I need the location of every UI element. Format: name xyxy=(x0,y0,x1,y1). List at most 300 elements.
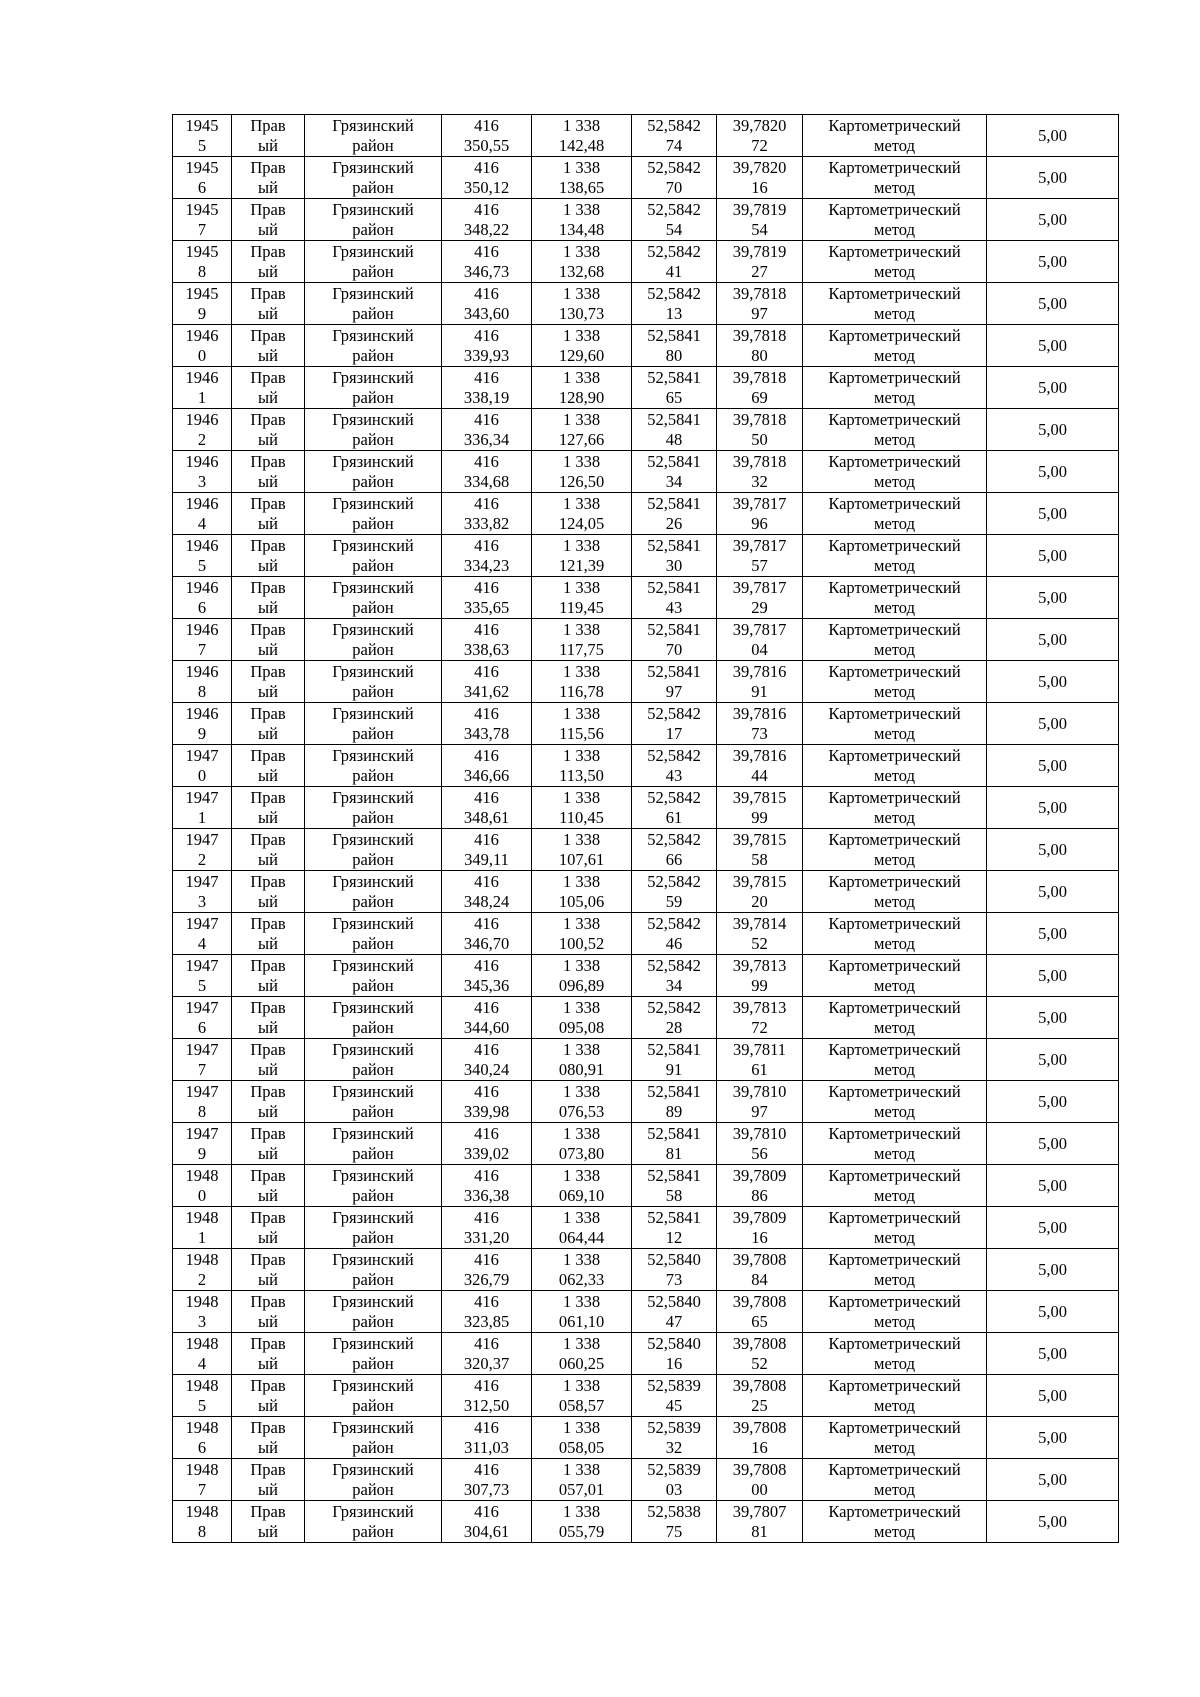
district-line-2: район xyxy=(352,597,394,617)
method-line-2: метод xyxy=(874,513,915,533)
x-coordinate-line-1: 416 xyxy=(474,410,499,429)
longitude-line-1: 39,7818 xyxy=(732,326,787,345)
bank-side-cell xyxy=(232,787,305,829)
y-coordinate-line-1: 1 338 xyxy=(562,494,601,513)
method-line-1: Картометрический xyxy=(828,326,961,345)
method-cell xyxy=(803,241,987,283)
longitude-line-1: 39,7818 xyxy=(732,410,787,429)
point-number-line-1: 1947 xyxy=(185,1040,219,1059)
latitude-line-1: 52,5838 xyxy=(647,1502,701,1521)
table-row xyxy=(173,871,1119,913)
y-coordinate-line-2: 105,06 xyxy=(558,891,605,911)
x-coordinate-line-1: 416 xyxy=(474,200,499,219)
x-coordinate-cell xyxy=(442,997,532,1039)
method-cell xyxy=(803,787,987,829)
bank-side-cell xyxy=(232,1417,305,1459)
longitude-cell xyxy=(717,1249,803,1291)
latitude-cell xyxy=(632,619,717,661)
district-line-2: район xyxy=(352,1059,394,1079)
x-coordinate-line-2: 339,93 xyxy=(463,345,510,365)
x-coordinate-line-2: 307,73 xyxy=(463,1479,510,1499)
latitude-cell xyxy=(632,745,717,787)
district-line-1: Грязинский xyxy=(332,1208,414,1227)
point-number-line-2: 2 xyxy=(197,849,207,869)
method-line-1: Картометрический xyxy=(828,998,961,1017)
accuracy-cell: 5,00 xyxy=(987,577,1119,619)
latitude-line-2: 32 xyxy=(665,1437,683,1457)
longitude-line-2: 57 xyxy=(751,555,768,575)
point-number-cell xyxy=(173,1123,232,1165)
accuracy-cell: 5,00 xyxy=(987,913,1119,955)
longitude-line-2: 58 xyxy=(751,849,768,869)
y-coordinate-line-1: 1 338 xyxy=(562,536,601,555)
point-number-line-1: 1945 xyxy=(185,116,219,135)
point-number-line-2: 0 xyxy=(197,765,207,785)
latitude-line-2: 47 xyxy=(665,1311,683,1331)
x-coordinate-line-2: 333,82 xyxy=(463,513,510,533)
y-coordinate-line-2: 095,08 xyxy=(558,1017,605,1037)
y-coordinate-line-2: 060,25 xyxy=(558,1353,605,1373)
latitude-line-2: 74 xyxy=(665,135,683,155)
district-line-1: Грязинский xyxy=(332,914,414,933)
longitude-cell xyxy=(717,1459,803,1501)
method-line-2: метод xyxy=(874,303,915,323)
method-line-1: Картометрический xyxy=(828,1166,961,1185)
bank-side-line-2: ый xyxy=(258,933,278,953)
bank-side-line-1: Прав xyxy=(250,284,286,303)
method-line-2: метод xyxy=(874,723,915,743)
y-coordinate-line-2: 116,78 xyxy=(559,681,604,701)
longitude-line-2: 81 xyxy=(751,1521,768,1541)
district-cell xyxy=(305,1207,442,1249)
accuracy-cell: 5,00 xyxy=(987,115,1119,157)
district-line-2: район xyxy=(352,1521,394,1541)
y-coordinate-line-1: 1 338 xyxy=(562,788,601,807)
method-cell xyxy=(803,199,987,241)
longitude-cell xyxy=(717,1375,803,1417)
district-cell xyxy=(305,1375,442,1417)
method-line-1: Картометрический xyxy=(828,158,961,177)
longitude-line-1: 39,7811 xyxy=(732,1040,786,1059)
district-line-1: Грязинский xyxy=(332,536,414,555)
method-cell xyxy=(803,829,987,871)
bank-side-line-2: ый xyxy=(258,177,278,197)
y-coordinate-cell xyxy=(532,157,632,199)
bank-side-cell xyxy=(232,199,305,241)
bank-side-cell xyxy=(232,1291,305,1333)
y-coordinate-cell xyxy=(532,115,632,157)
method-line-2: метод xyxy=(874,1395,915,1415)
y-coordinate-line-1: 1 338 xyxy=(562,956,601,975)
y-coordinate-line-1: 1 338 xyxy=(562,1376,601,1395)
y-coordinate-cell xyxy=(532,955,632,997)
bank-side-line-2: ый xyxy=(258,765,278,785)
longitude-line-2: 29 xyxy=(751,597,768,617)
bank-side-cell xyxy=(232,367,305,409)
district-cell xyxy=(305,1123,442,1165)
bank-side-line-1: Прав xyxy=(250,1376,286,1395)
latitude-line-1: 52,5841 xyxy=(647,368,701,387)
latitude-cell xyxy=(632,199,717,241)
point-number-cell xyxy=(173,661,232,703)
method-line-2: метод xyxy=(874,1059,915,1079)
bank-side-line-2: ый xyxy=(258,555,278,575)
bank-side-cell xyxy=(232,1123,305,1165)
x-coordinate-line-1: 416 xyxy=(474,158,499,177)
bank-side-cell xyxy=(232,619,305,661)
latitude-line-1: 52,5842 xyxy=(647,284,701,303)
district-line-2: район xyxy=(352,1353,394,1373)
bank-side-line-2: ый xyxy=(258,303,278,323)
latitude-cell xyxy=(632,871,717,913)
y-coordinate-line-1: 1 338 xyxy=(562,200,601,219)
table-row xyxy=(173,367,1119,409)
y-coordinate-cell xyxy=(532,1459,632,1501)
x-coordinate-line-1: 416 xyxy=(474,242,499,261)
latitude-line-2: 43 xyxy=(665,597,683,617)
district-line-2: район xyxy=(352,1479,394,1499)
latitude-cell xyxy=(632,829,717,871)
table-row xyxy=(173,241,1119,283)
bank-side-line-1: Прав xyxy=(250,410,286,429)
x-coordinate-cell xyxy=(442,1249,532,1291)
x-coordinate-line-1: 416 xyxy=(474,788,499,807)
table-row xyxy=(173,325,1119,367)
point-number-line-2: 6 xyxy=(197,597,207,617)
district-line-2: район xyxy=(352,303,394,323)
bank-side-cell xyxy=(232,1039,305,1081)
y-coordinate-line-1: 1 338 xyxy=(562,1124,601,1143)
point-number-line-2: 2 xyxy=(197,429,207,449)
method-line-2: метод xyxy=(874,891,915,911)
longitude-cell xyxy=(717,1165,803,1207)
coordinates-table xyxy=(172,114,1119,1543)
point-number-line-2: 9 xyxy=(197,303,207,323)
point-number-cell xyxy=(173,1333,232,1375)
point-number-line-2: 2 xyxy=(197,1269,207,1289)
method-cell xyxy=(803,1459,987,1501)
x-coordinate-line-1: 416 xyxy=(474,1334,499,1353)
accuracy-cell: 5,00 xyxy=(987,1039,1119,1081)
point-number-cell xyxy=(173,241,232,283)
longitude-line-1: 39,7815 xyxy=(732,788,787,807)
x-coordinate-line-2: 343,60 xyxy=(463,303,510,323)
method-line-1: Картометрический xyxy=(828,536,961,555)
longitude-line-2: 16 xyxy=(751,1437,768,1457)
longitude-line-1: 39,7813 xyxy=(732,998,787,1017)
longitude-line-2: 16 xyxy=(751,177,768,197)
point-number-line-1: 1947 xyxy=(185,998,219,1017)
bank-side-cell xyxy=(232,1249,305,1291)
district-line-1: Грязинский xyxy=(332,200,414,219)
x-coordinate-cell xyxy=(442,1459,532,1501)
latitude-line-2: 16 xyxy=(665,1353,683,1373)
longitude-line-1: 39,7817 xyxy=(732,578,787,597)
y-coordinate-line-2: 096,89 xyxy=(558,975,605,995)
longitude-line-2: 97 xyxy=(751,303,768,323)
method-line-2: метод xyxy=(874,1227,915,1247)
district-line-2: район xyxy=(352,1395,394,1415)
longitude-cell xyxy=(717,997,803,1039)
district-line-1: Грязинский xyxy=(332,1082,414,1101)
longitude-line-1: 39,7807 xyxy=(732,1502,787,1521)
bank-side-cell xyxy=(232,1081,305,1123)
longitude-cell xyxy=(717,829,803,871)
bank-side-cell xyxy=(232,283,305,325)
point-number-cell xyxy=(173,1459,232,1501)
x-coordinate-cell xyxy=(442,1207,532,1249)
district-line-2: район xyxy=(352,891,394,911)
table-row xyxy=(173,1123,1119,1165)
latitude-cell xyxy=(632,283,717,325)
point-number-cell xyxy=(173,1249,232,1291)
district-cell xyxy=(305,787,442,829)
method-line-2: метод xyxy=(874,1269,915,1289)
bank-side-cell xyxy=(232,1501,305,1543)
district-cell xyxy=(305,1249,442,1291)
point-number-line-2: 4 xyxy=(197,933,207,953)
bank-side-line-2: ый xyxy=(258,135,278,155)
latitude-line-2: 97 xyxy=(665,681,683,701)
y-coordinate-line-2: 058,57 xyxy=(558,1395,605,1415)
point-number-line-1: 1946 xyxy=(185,620,219,639)
y-coordinate-cell xyxy=(532,619,632,661)
accuracy-cell: 5,00 xyxy=(987,829,1119,871)
bank-side-line-2: ый xyxy=(258,681,278,701)
point-number-cell xyxy=(173,1207,232,1249)
longitude-line-2: 52 xyxy=(751,933,768,953)
longitude-cell xyxy=(717,1039,803,1081)
point-number-line-2: 5 xyxy=(197,975,207,995)
latitude-line-2: 28 xyxy=(665,1017,683,1037)
bank-side-line-1: Прав xyxy=(250,1418,286,1437)
bank-side-line-2: ый xyxy=(258,513,278,533)
method-line-2: метод xyxy=(874,849,915,869)
point-number-line-2: 8 xyxy=(197,261,207,281)
table-row xyxy=(173,745,1119,787)
y-coordinate-line-2: 113,50 xyxy=(559,765,604,785)
method-cell xyxy=(803,913,987,955)
point-number-line-2: 6 xyxy=(197,1017,207,1037)
y-coordinate-cell xyxy=(532,829,632,871)
method-line-1: Картометрический xyxy=(828,1124,961,1143)
district-cell xyxy=(305,1501,442,1543)
bank-side-line-1: Прав xyxy=(250,494,286,513)
district-cell xyxy=(305,535,442,577)
y-coordinate-line-1: 1 338 xyxy=(562,1292,601,1311)
y-coordinate-line-2: 132,68 xyxy=(558,261,605,281)
district-line-1: Грязинский xyxy=(332,1376,414,1395)
latitude-line-1: 52,5842 xyxy=(647,830,701,849)
y-coordinate-line-1: 1 338 xyxy=(562,1250,601,1269)
point-number-cell xyxy=(173,409,232,451)
accuracy-cell: 5,00 xyxy=(987,1207,1119,1249)
bank-side-line-1: Прав xyxy=(250,1460,286,1479)
x-coordinate-line-1: 416 xyxy=(474,284,499,303)
latitude-cell xyxy=(632,577,717,619)
y-coordinate-line-2: 142,48 xyxy=(558,135,605,155)
point-number-line-2: 8 xyxy=(197,681,207,701)
table-row xyxy=(173,913,1119,955)
latitude-line-1: 52,5842 xyxy=(647,998,701,1017)
x-coordinate-line-1: 416 xyxy=(474,1082,499,1101)
longitude-line-2: 50 xyxy=(751,429,768,449)
district-line-1: Грязинский xyxy=(332,242,414,261)
latitude-line-1: 52,5842 xyxy=(647,914,701,933)
x-coordinate-line-2: 346,73 xyxy=(463,261,510,281)
bank-side-line-1: Прав xyxy=(250,956,286,975)
y-coordinate-line-2: 138,65 xyxy=(558,177,605,197)
district-line-2: район xyxy=(352,1101,394,1121)
longitude-line-2: 56 xyxy=(751,1143,768,1163)
point-number-cell xyxy=(173,1039,232,1081)
method-cell xyxy=(803,871,987,913)
longitude-cell xyxy=(717,661,803,703)
y-coordinate-cell xyxy=(532,1165,632,1207)
bank-side-line-1: Прав xyxy=(250,1502,286,1521)
latitude-cell xyxy=(632,1375,717,1417)
latitude-cell xyxy=(632,535,717,577)
table-row xyxy=(173,1207,1119,1249)
y-coordinate-cell xyxy=(532,325,632,367)
longitude-cell xyxy=(717,409,803,451)
point-number-line-1: 1946 xyxy=(185,368,219,387)
y-coordinate-cell xyxy=(532,997,632,1039)
accuracy-cell: 5,00 xyxy=(987,661,1119,703)
longitude-line-2: 72 xyxy=(751,1017,768,1037)
y-coordinate-line-2: 073,80 xyxy=(558,1143,605,1163)
bank-side-line-1: Прав xyxy=(250,746,286,765)
point-number-line-2: 5 xyxy=(197,1395,207,1415)
latitude-cell xyxy=(632,997,717,1039)
table-row xyxy=(173,535,1119,577)
district-line-2: район xyxy=(352,807,394,827)
district-line-1: Грязинский xyxy=(332,1124,414,1143)
bank-side-line-2: ый xyxy=(258,219,278,239)
y-coordinate-line-2: 062,33 xyxy=(558,1269,605,1289)
bank-side-cell xyxy=(232,1165,305,1207)
bank-side-cell xyxy=(232,1459,305,1501)
longitude-line-2: 65 xyxy=(751,1311,768,1331)
point-number-cell xyxy=(173,871,232,913)
method-line-1: Картометрический xyxy=(828,956,961,975)
district-line-1: Грязинский xyxy=(332,368,414,387)
latitude-cell xyxy=(632,1459,717,1501)
longitude-cell xyxy=(717,535,803,577)
y-coordinate-cell xyxy=(532,787,632,829)
longitude-cell xyxy=(717,1333,803,1375)
method-cell xyxy=(803,577,987,619)
accuracy-cell: 5,00 xyxy=(987,1123,1119,1165)
bank-side-line-1: Прав xyxy=(250,704,286,723)
district-cell xyxy=(305,115,442,157)
longitude-cell xyxy=(717,367,803,409)
bank-side-line-2: ый xyxy=(258,345,278,365)
point-number-line-2: 5 xyxy=(197,135,207,155)
method-line-2: метод xyxy=(874,975,915,995)
longitude-line-2: 99 xyxy=(751,975,768,995)
table-row xyxy=(173,1291,1119,1333)
bank-side-line-2: ый xyxy=(258,471,278,491)
x-coordinate-line-1: 416 xyxy=(474,872,499,891)
district-line-1: Грязинский xyxy=(332,872,414,891)
accuracy-cell: 5,00 xyxy=(987,619,1119,661)
method-line-1: Картометрический xyxy=(828,494,961,513)
y-coordinate-line-1: 1 338 xyxy=(562,1040,601,1059)
point-number-line-1: 1945 xyxy=(185,200,219,219)
x-coordinate-cell xyxy=(442,535,532,577)
longitude-cell xyxy=(717,1207,803,1249)
point-number-line-2: 1 xyxy=(197,807,207,827)
district-line-2: район xyxy=(352,765,394,785)
latitude-cell xyxy=(632,955,717,997)
district-line-2: район xyxy=(352,933,394,953)
district-line-2: район xyxy=(352,345,394,365)
y-coordinate-cell xyxy=(532,283,632,325)
district-line-1: Грязинский xyxy=(332,956,414,975)
method-cell xyxy=(803,1501,987,1543)
district-line-2: район xyxy=(352,1269,394,1289)
accuracy-cell: 5,00 xyxy=(987,409,1119,451)
point-number-cell xyxy=(173,367,232,409)
method-line-1: Картометрический xyxy=(828,914,961,933)
bank-side-line-2: ый xyxy=(258,1101,278,1121)
longitude-line-1: 39,7808 xyxy=(732,1418,787,1437)
longitude-cell xyxy=(717,703,803,745)
longitude-cell xyxy=(717,1417,803,1459)
bank-side-line-1: Прав xyxy=(250,116,286,135)
point-number-line-2: 7 xyxy=(197,219,207,239)
y-coordinate-line-2: 127,66 xyxy=(558,429,605,449)
latitude-line-1: 52,5841 xyxy=(647,410,701,429)
point-number-cell xyxy=(173,829,232,871)
latitude-line-1: 52,5842 xyxy=(647,788,701,807)
y-coordinate-line-1: 1 338 xyxy=(562,452,601,471)
method-line-2: метод xyxy=(874,429,915,449)
method-line-1: Картометрический xyxy=(828,1460,961,1479)
y-coordinate-line-1: 1 338 xyxy=(562,620,601,639)
x-coordinate-line-1: 416 xyxy=(474,1208,499,1227)
longitude-line-2: 61 xyxy=(751,1059,768,1079)
method-line-1: Картометрический xyxy=(828,368,961,387)
point-number-line-1: 1948 xyxy=(185,1418,219,1437)
x-coordinate-cell xyxy=(442,1291,532,1333)
bank-side-line-2: ый xyxy=(258,1059,278,1079)
x-coordinate-cell xyxy=(442,871,532,913)
table-row xyxy=(173,997,1119,1039)
district-line-1: Грязинский xyxy=(332,158,414,177)
point-number-line-1: 1948 xyxy=(185,1208,219,1227)
longitude-line-2: 96 xyxy=(751,513,768,533)
point-number-cell xyxy=(173,283,232,325)
district-cell xyxy=(305,1291,442,1333)
accuracy-cell: 5,00 xyxy=(987,1417,1119,1459)
x-coordinate-line-2: 343,78 xyxy=(463,723,510,743)
x-coordinate-line-1: 416 xyxy=(474,116,499,135)
x-coordinate-line-2: 348,22 xyxy=(463,219,510,239)
method-line-2: метод xyxy=(874,1017,915,1037)
point-number-line-2: 1 xyxy=(197,1227,207,1247)
method-cell xyxy=(803,157,987,199)
point-number-line-1: 1945 xyxy=(185,158,219,177)
latitude-line-2: 34 xyxy=(665,471,683,491)
latitude-cell xyxy=(632,367,717,409)
point-number-cell xyxy=(173,493,232,535)
point-number-line-2: 7 xyxy=(197,1479,207,1499)
longitude-cell xyxy=(717,1123,803,1165)
district-line-1: Грязинский xyxy=(332,1502,414,1521)
x-coordinate-line-1: 416 xyxy=(474,368,499,387)
